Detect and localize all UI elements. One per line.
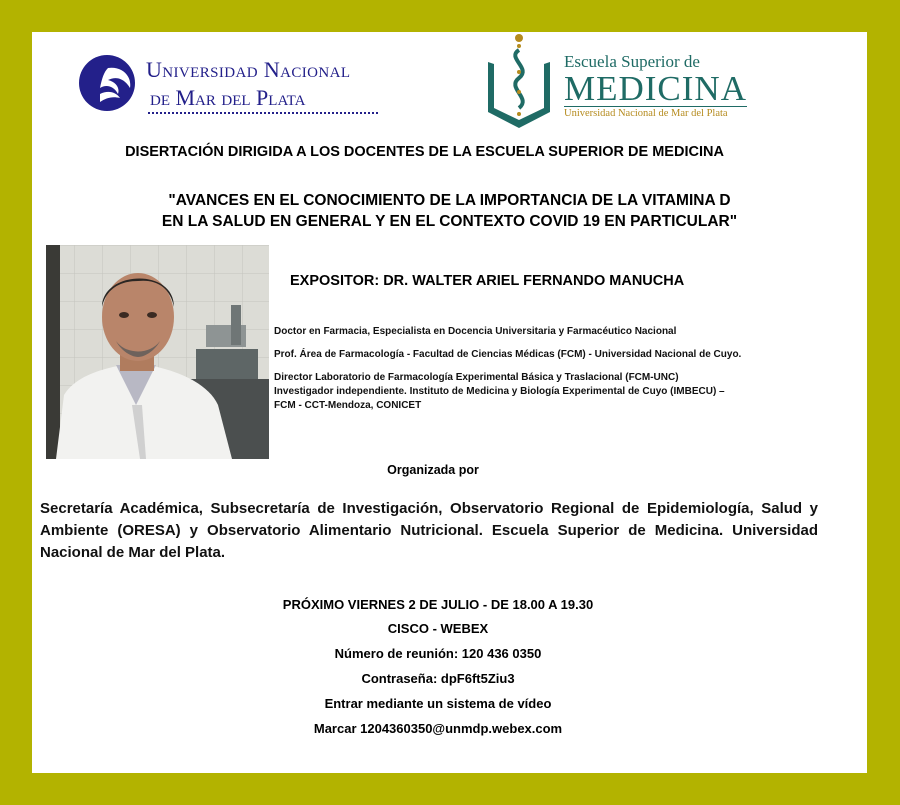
medicina-logo-subtitle: Universidad Nacional de Mar del Plata [564,106,747,119]
page-heading: DISERTACIÓN DIRIGIDA A LOS DOCENTES DE LA ESCUELA SUPERIOR DE MEDICINA [125,144,724,160]
unmdp-logo [78,52,408,116]
bio-line: Doctor en Farmacia, Especialista en Docencia Universitaria y Farmacéutico Nacional [274,326,677,337]
medicina-logo-top: Escuela Superior de [564,52,700,71]
bio-line: Director Laboratorio de Farmacología Experimental Básica y Traslacional (FCM-UNC) [274,372,679,383]
talk-title-line1: "AVANCES EN EL CONOCIMIENTO DE LA IMPORTANCIA DE LA VITAMINA D [168,192,731,209]
poster [32,32,867,773]
meeting-password: Contraseña: dpF6ft5Ziu3 [361,671,515,686]
bio-line: FCM - CCT-Mendoza, CONICET [274,400,422,411]
talk-title-line2: EN LA SALUD EN GENERAL Y EN EL CONTEXTO COVID 19 EN PARTICULAR" [161,213,738,230]
event-date: PRÓXIMO VIERNES 2 DE JULIO - DE 18.00 A 19.30 [282,597,594,612]
meeting-number: Número de reunión: 120 436 0350 [334,646,542,661]
bio-line: Investigador independiente. Instituto de Medicina y Biología Experimental de Cuyo (IMBECU) – [274,386,725,397]
medicine-book-icon [484,32,554,130]
event-platform: CISCO - WEBEX [387,621,489,636]
bio-line: Prof. Área de Farmacología - Facultad de Ciencias Médicas (FCM) - Universidad Nacional de Cuyo. [274,349,742,360]
unmdp-name-line2: de Mar del Plata [150,85,306,110]
organizada-label: Organizada por [387,463,479,477]
divider [148,112,378,114]
speaker-name: EXPOSITOR: DR. WALTER ARIEL FERNANDO MANUCHA [290,273,685,289]
organizers-text: Secretaría Académica, Subsecretaría de Investigación, Observatorio Regional de Epidemiología, Salud y Ambiente (ORESA) y Observatorio Alimentario Nutricional. Escuela Superior de Medicina. Universidad Nacional de Mar del Plata. [40,500,818,561]
speaker-photo [46,245,269,459]
video-instructions: Entrar mediante un sistema de vídeo [324,696,552,711]
dial-address: Marcar 1204360350@unmdp.webex.com [313,721,563,736]
unmdp-emblem-icon [78,54,136,112]
unmdp-name-line1: Universidad Nacional [146,57,351,82]
medicina-logo-title: MEDICINA [564,69,747,108]
medicina-logo [484,32,774,132]
